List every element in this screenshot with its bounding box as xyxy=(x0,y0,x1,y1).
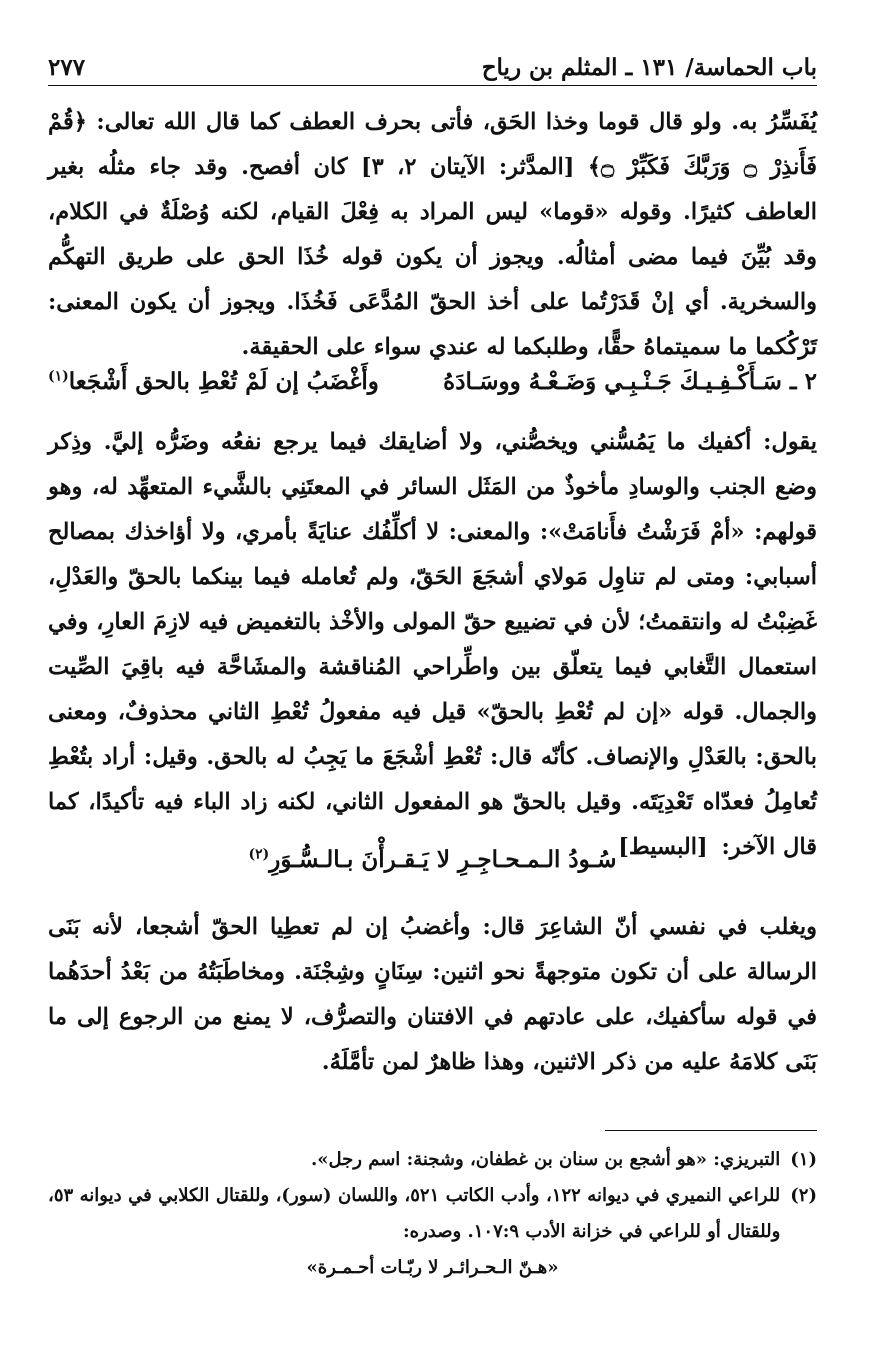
paragraph-commentary-3: ويغلب في نفسي أنّ الشاعِرَ قال: وأغضبُ إن لم تعطِيا الحقّ أشجعا، لأنه بَنَى الرسالة على أن تكون متوجهةً نحو اثنين: سِنَانٍ وشِجْنَة. ومخاطَبَتُهُ من بَعْدُ أحدَهُما في قوله سأكفيك، على عادتهم في الافتنان والتصرُّف، لا يمنع من الرجوع إلى ما بَنَى كلامَهُ عليه من ذكر الاثنين، وهذا ظاهرٌ لمن تأمَّلَهُ. xyxy=(48,914,817,1075)
footnote-number: (٢) xyxy=(790,1185,817,1206)
paragraph-commentary-1: يُفَسِّرُ به. ولو قال قوما وخذا الحَق، فأتى بحرف العطف كما قال الله تعالى: ﴿قُمْ فَأَنذِرْ ۝ وَرَبَّكَ فَكَبِّرْ ۝﴾ [المدَّثر: الآيتان ٢، ٣] كان أفصح. وقد جاء مثلُه بغير العاطف كثيرًا. وقوله «قوما» ليس المراد به فِعْلَ القيام، لكنه وُصْلَةٌ في الكلام، وقد بُيِّنَ فيما مضى أمثالُه. ويجوز أن يكون قوله خُذَا الحق على طريق التهكُّم والسخرية. أي إنْ قَدَرْتُما على أخذ الحقّ المُدَّعَى فَخُذَا. ويجوز أن يكون المعنى: تَرْكُكما ما سميتماهُ حقًّا، وطلبكما له عندي سواء على الحقيقة. xyxy=(48,109,817,360)
quoted-hemistich-text: سُـودُ الـمـحـاجِـرِ لا يَـقـرأْنَ بـالـسُّـوَرِ xyxy=(269,846,617,873)
footnote-text: للراعي النميري في ديوانه ١٢٢، وأدب الكاتب ٥٢١، واللسان (سور)، وللقتال الكلابي في ديوانه ٥٣، وللقتال أو للراعي في خزانة الأدب ١٠٧:٩. وصدره: xyxy=(48,1185,781,1242)
running-head: باب الحماسة/ ١٣١ ـ المثلم بن رياح xyxy=(481,54,817,81)
verse-second-hemistich xyxy=(48,368,379,395)
footnote-ref-2: (٢) xyxy=(248,846,270,863)
paragraph-commentary-2 xyxy=(48,420,817,870)
verse-second-hemistich-text: وأَغْضَبُ إن لَمْ تُعْطِ بالحق أَشْجَعا xyxy=(68,367,379,395)
footnotes xyxy=(48,1142,817,1286)
footnote-2 xyxy=(48,1178,817,1250)
page-header xyxy=(48,46,817,86)
verse-first-hemistich: ٢ ـ سَـأَكْـفِـيـكَ جَـنْـبِـي وَضَـعْـهُ ووسَـادَهُ xyxy=(443,367,817,395)
footnote-ref-1: (١) xyxy=(48,367,69,384)
footnote-1 xyxy=(48,1142,817,1178)
footnote-text: التبريزي: «هو أشجع بن سنان بن غطفان، وشجنة: اسم رجل». xyxy=(311,1149,781,1170)
paragraph-commentary-2-text: يقول: أكفيك ما يَمُسُّني ويخصُّني، ولا أضايقك فيما يرجع نفعُه وضَرُّه إليَّ. وذِكر وضع الجنب والوسادِ مأخوذٌ من المَثَل السائر في المعتَنِي بالشَّيء المتعهِّد له، وهو قولهم: «أمْ فَرَشْتُ فأَنامَتْ»: والمعنى: لا أكلِّفُك عنايَةً بأمري، ولا أؤاخذك بمصالح أسبابي: ومتى لم تناوِل مَولاي أشجَعَ الحَقّ، ولم تُعامله فيما بينكما بالحقّ والعَدْلِ، غَضِبْتُ له وانتقمتُ؛ لأن في تضييع حقّ المولى والأخْذ بالتغميض فيه لازِمَ العارِ، وفي استعمال التَّغابي فيما يتعلّق بين واطِّراحي المُناقشة والمشَاحَّة فيه باقِيَ الصِّيت والجمال. قوله «إن لم تُعْطِ بالحقّ» قيل فيه مفعولُ تُعْطِ الثاني محذوفٌ، ومعنى بالحق: بالعَدْلِ والإنصاف. كأنّه قال: تُعْطِ أشْجَعَ ما يَجِبُ له بالحق. وقيل: أراد بتُعْطِ تُعامِلُ فعدّاه تَعْدِيَتَه. وقيل بالحقّ هو المفعول الثاني، لكنه زاد الباء فيه تأكيدًا، كما قال الآخر: xyxy=(48,429,817,860)
poem-verse xyxy=(48,360,817,402)
page-number: ٢٧٧ xyxy=(48,54,86,81)
quoted-hemistich xyxy=(48,846,817,873)
footnote-separator xyxy=(605,1130,817,1131)
meter-label: [البسيط] xyxy=(618,834,708,860)
footnote-number: (١) xyxy=(790,1149,817,1170)
footnote-quote: «هـنّ الـحـرائـر لا ربّـات أحـمـرة» xyxy=(306,1257,559,1278)
